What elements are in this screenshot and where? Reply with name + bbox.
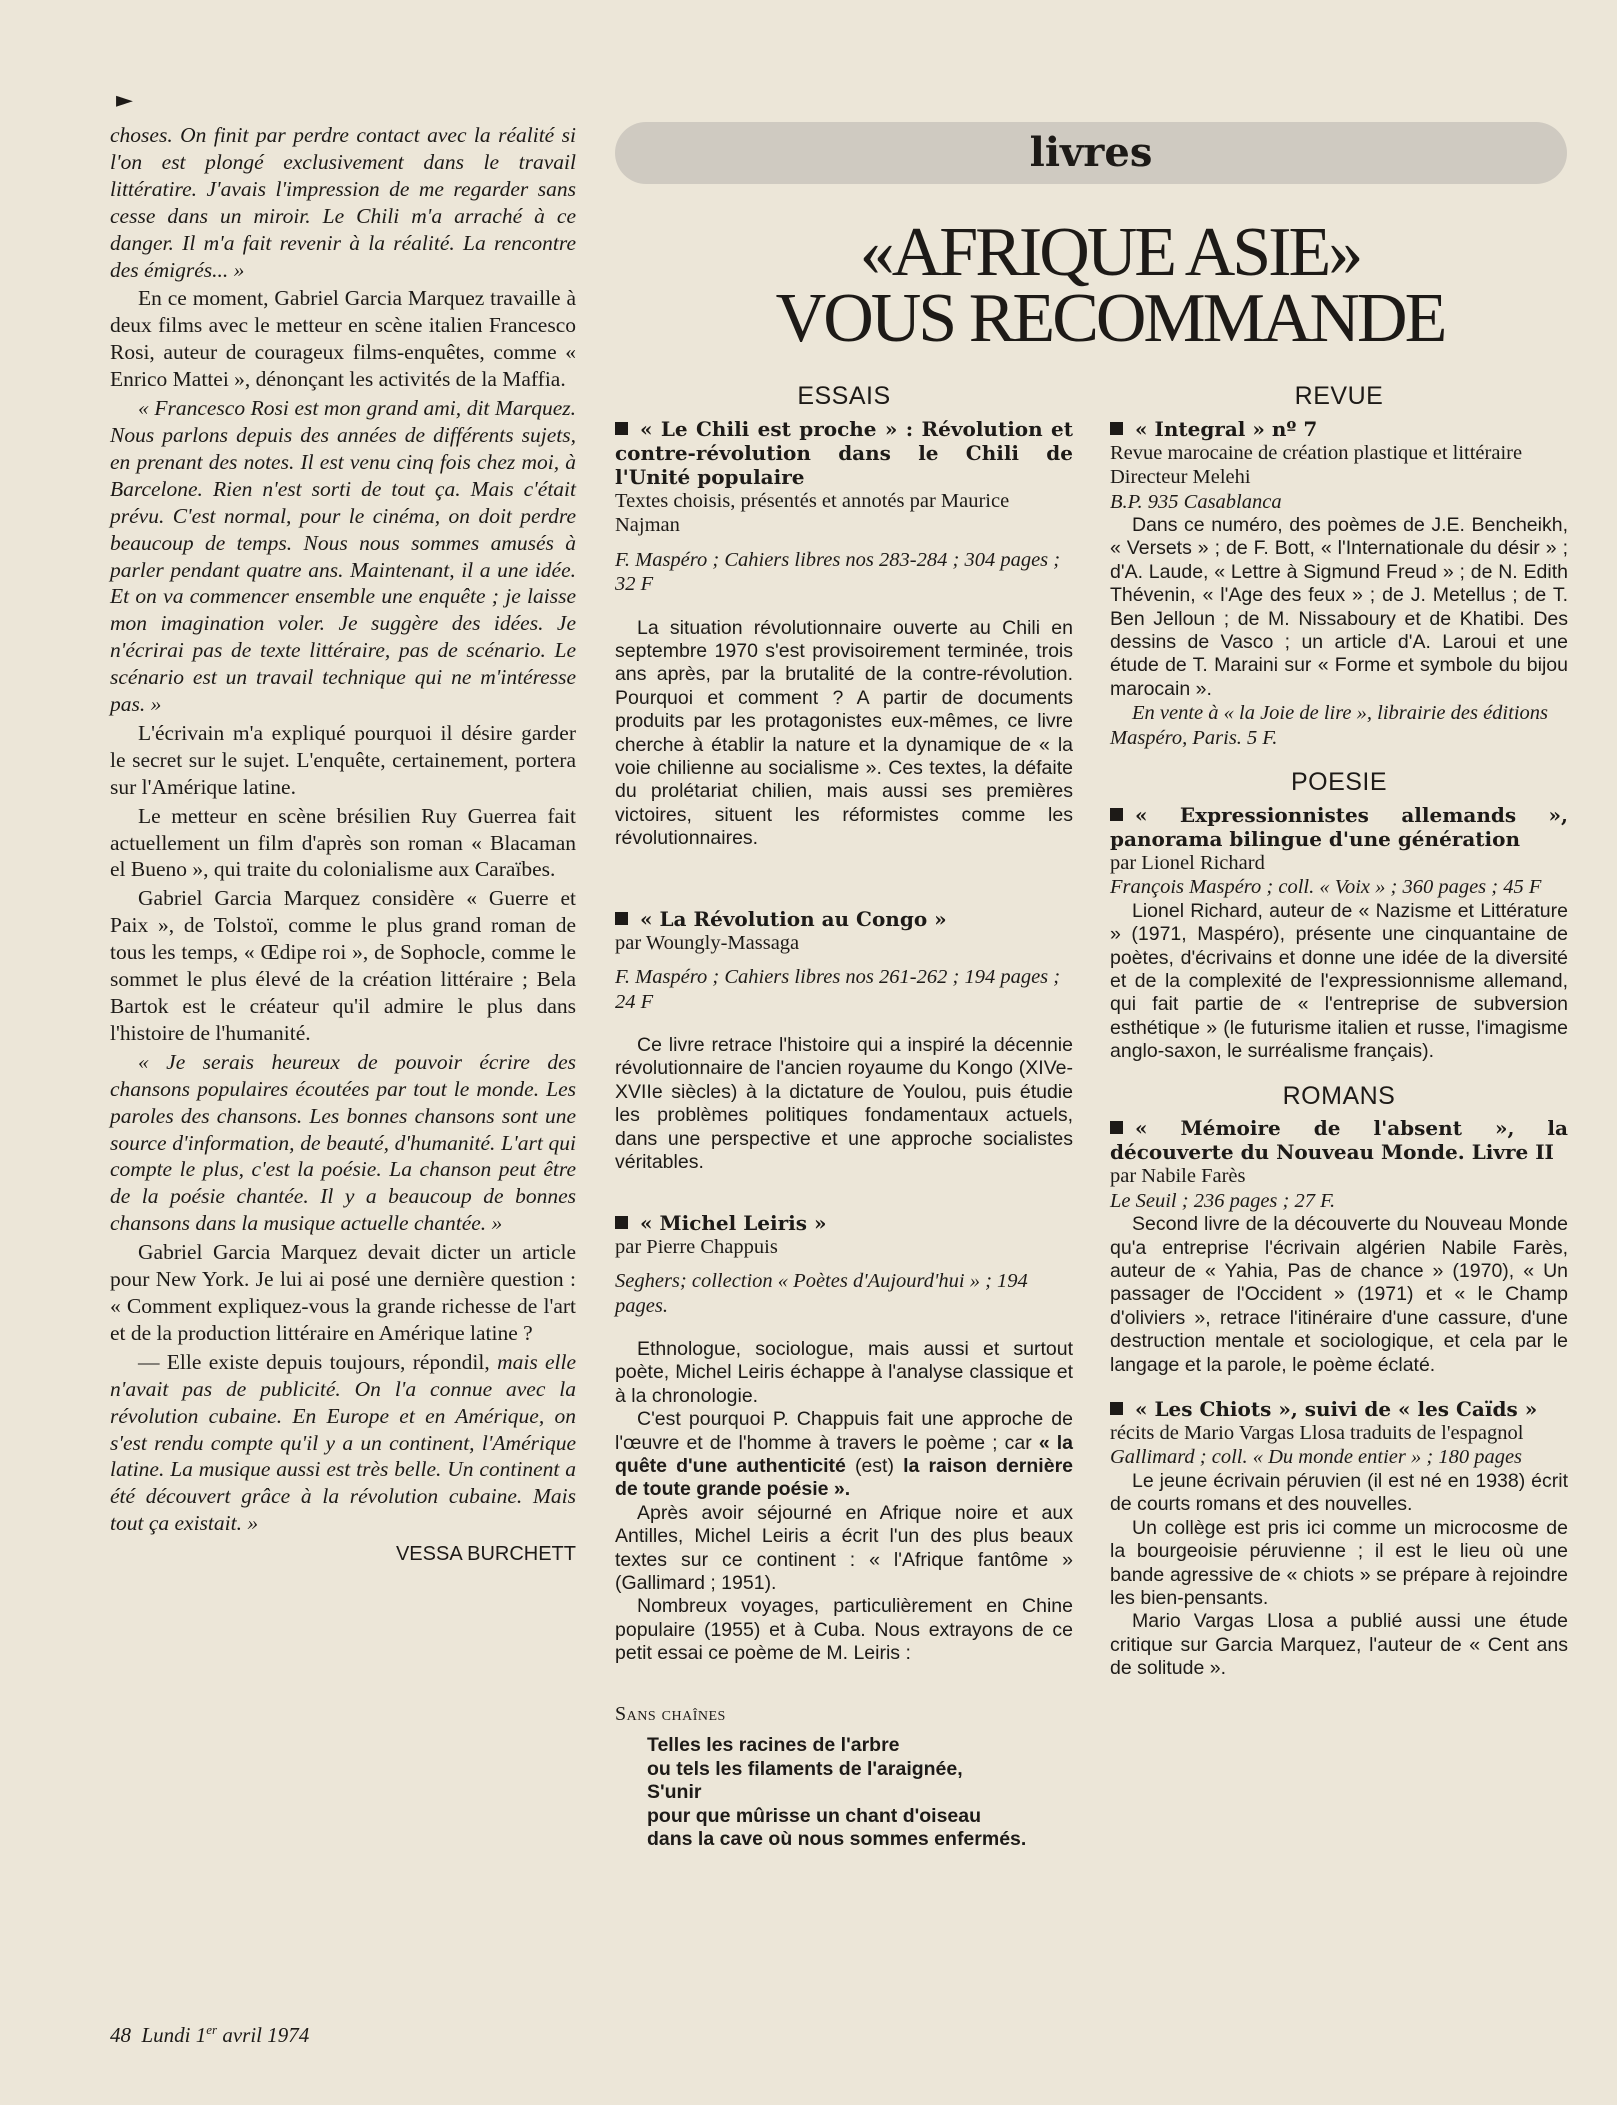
review-text: C'est pourquoi P. Chappuis fait une approche de l'œuvre et de l'homme à travers le poème ; car (615, 1408, 1073, 1454)
essais-column (615, 384, 1073, 1852)
book-byline: Revue marocaine de création plastique et littéraire (1110, 441, 1523, 464)
book-title-text: « Mémoire de l'absent », la découverte du Nouveau Monde. Livre II (1110, 1116, 1568, 1165)
section-heading-revue: REVUE (1294, 382, 1384, 410)
review-paragraph: Un collège est pris ici comme un microcosme de la bourgeoisie péruvienne ; il est le lieu où une bande agressive de « chiots » se prépare à rejoindre les bien-pensants. (1110, 1516, 1568, 1609)
book-title (615, 1211, 1073, 1235)
book-publisher: F. Maspéro ; Cahiers libres nos 261-262 ; 194 pages ; 24 F (615, 966, 1061, 1013)
book-publisher: F. Maspéro ; Cahiers libres nos 283-284 ; 304 pages ; 32 F (615, 548, 1061, 595)
review-paragraph: Ethnologue, sociologue, mais aussi et surtout poète, Michel Leiris échappe à l'analyse classique et à la chronologie. (615, 1338, 1073, 1407)
book-byline: Directeur Melehi (1110, 466, 1251, 488)
review-paragraph: Le jeune écrivain péruvien (il est né en 1938) écrit de courts romans et des nouvelles. (1110, 1469, 1568, 1516)
book-review (1110, 1213, 1568, 1377)
page-footer (110, 2022, 309, 2048)
book-publisher: B.P. 935 Casablanca (1110, 490, 1282, 513)
poem-line: pour que mûrisse un chant d'oiseau (647, 1804, 982, 1827)
book-byline: récits de Mario Vargas Llosa traduits de l'espagnol (1110, 1421, 1524, 1444)
book-review (615, 617, 1073, 851)
book-title (1110, 1116, 1568, 1164)
review-paragraph (615, 1408, 1073, 1502)
quote-bold: la raison dernière de toute grande poésie ». (615, 1455, 1074, 1501)
review-paragraph: Nombreux voyages, particulièrement en Chine populaire (1955) et à Cuba. Nous extrayons de ce petit essai ce poème de M. Leiris : (615, 1595, 1073, 1665)
poem (615, 1734, 1073, 1852)
book-byline: par Nabile Farès (1110, 1165, 1246, 1188)
section-heading-poesie: POESIE (1290, 768, 1388, 797)
paragraph: Gabriel Garcia Marquez devait dicter un article pour New York. Je lui ai posé une dernière question : « Comment expliquez-vous la grande richesse de l'art et de la production littéraire en Amérique latine ? (110, 1240, 576, 1345)
book-title-text: « Expressionnistes allemands », panorama bilingue d'une génération (1110, 802, 1568, 851)
book-review (615, 1338, 1073, 1666)
paragraph: choses. On finit par perdre contact avec la réalité si l'on est plongé exclusivement dans le travail littératire. J'avais l'impression de me regarder sans cesse dans un miroir. Le Chili m'a arraché à ce danger. Il m'a fait revenir à la réalité. La rencontre des émigrés... » (110, 123, 576, 282)
bullet-square-icon (615, 422, 628, 435)
book-publisher: Le Seuil ; 236 pages ; 27 F. (1110, 1189, 1336, 1212)
book-title-text: « Le Chili est proche » : Révolution et contre-révolution dans le Chili de l'Unité populaire (615, 416, 1073, 489)
book-byline: par Pierre Chappuis (615, 1235, 778, 1258)
paragraph: « Francesco Rosi est mon grand ami, dit Marquez. Nous parlons depuis des années de différents sujets, en prenant des notes. Il est venu cinq fois chez moi, à Barcelone. Rien n'est sorti de tout ça. Mais c'était prévu. C'est normal, pour le cinéma, on doit perdre beaucoup de temps. Nous nous sommes amusés à parler pendant quatre ans. Maintenant, il a une idée. Et on va commencer ensemble une enquête ; je laisse mon imagination voler. Je suggère des idées. Je n'écrirai pas de texte littéraire, pas de scénario. Le scénario est un travail technique qui ne m'intéresse pas. » (110, 396, 576, 717)
bullet-square-icon (615, 1216, 628, 1229)
book-publisher: François Maspéro ; coll. « Voix » ; 360 pages ; 45 F (1110, 876, 1542, 899)
section-banner: livres (615, 122, 1567, 184)
review-paragraph: Second livre de la découverte du Nouveau Monde qu'a entreprise l'écrivain algérien Nabile Farès, auteur de « Yahia, Pas de chance » (1970), « Un passager de l'Occident » (1971) et « le Champ d'oliviers », retrace l'itinéraire d'une cassure, d'une destruction mentale et sociologique, et cela par le langage et la parole, le poème éclaté. (1110, 1213, 1568, 1376)
section-heading-romans: ROMANS (1282, 1081, 1396, 1110)
footer-day: Lundi 1 (141, 2023, 207, 2047)
interview-column (110, 122, 576, 1568)
paragraph: « Je serais heureux de pouvoir écrire des chansons populaires écoutées par tout le monde. Les paroles des chansons. Les bonnes chansons sont une source d'information, de beauté, d'humanité. L'art qui compte le plus, c'est la poésie. La chanson peut être de la poésie chantée. Il y a beaucoup de bonnes chansons dans la musique actuelle chantée. » (110, 1049, 576, 1236)
section-heading-essais: ESSAIS (797, 382, 891, 410)
poem-line: S'unir (647, 1781, 702, 1804)
footer-date: avril 1974 (222, 2023, 310, 2047)
review-paragraph: La situation révolutionnaire ouverte au Chili en septembre 1970 s'est provisoirement terminée, trois ans après, par la brutalité de la contre-révolution. Pourquoi et comment ? A partir de documents produits par les protagonistes eux-mêmes, ce livre cherche à établir la nature et la dynamique de « la voie chilienne au socialisme ». Ces textes, la défaite du prolétariat chilien, mais aussi ses premières victoires, situent les réformistes comme les révolutionnaires. (615, 616, 1073, 850)
poem-line: dans la cave où nous sommes enfermés. (647, 1828, 1027, 1851)
bullet-square-icon (1110, 808, 1123, 821)
book-title (1110, 803, 1568, 851)
book-title (615, 907, 1073, 931)
book-byline: par Woungly-Massaga (615, 931, 800, 954)
paragraph: L'écrivain m'a expliqué pourquoi il désire garder le secret sur le sujet. L'enquête, certainement, portera sur l'Amérique latine. (110, 720, 576, 799)
paragraph: Gabriel Garcia Marquez considère « Guerre et Paix », de Tolstoï, comme le plus grand roman de tous les temps, « Œdipe roi », de Sophocle, comme le sommet le plus élevé de la création littéraire ; Bela Bartok est le créateur qu'il admire le plus dans l'histoire de l'humanité. (110, 886, 576, 1045)
author-signature: VESSA BURCHETT (395, 1543, 576, 1566)
review-paragraph: Ce livre retrace l'histoire qui a inspiré la décennie révolutionnaire de l'ancien royaume du Kongo (XIVe-XVIIe siècles) à la dictature de Youlou, puis étudie les problèmes politiques fondamentaux actuels, dans une perspective et une approche socialistes véritables. (615, 1034, 1073, 1174)
review-text: (est) (854, 1455, 894, 1478)
headline-line-2: VOUS RECOMMANDE (775, 280, 1445, 357)
review-paragraph: Après avoir séjourné en Afrique noire et aux Antilles, Michel Leiris a écrit l'un des plus beaux textes sur ce continent : « l'Afrique fantôme » (Gallimard ; 1951). (615, 1501, 1073, 1595)
book-review (615, 1034, 1073, 1174)
page-number: 48 (110, 2023, 131, 2047)
quote-bold: « la quête d'une authenticité (615, 1431, 1073, 1478)
book-title-text: « Integral » nº 7 (1135, 416, 1318, 441)
poem-line: ou tels les filaments de l'araignée, (647, 1757, 963, 1780)
book-title-text: « La Révolution au Congo » (640, 906, 947, 931)
page-headline (700, 214, 1520, 357)
bullet-square-icon (1110, 1121, 1123, 1134)
reply-lead: — Elle existe depuis toujours, répondil, (138, 1349, 490, 1374)
sale-info: En vente à « la Joie de lire », librairie des éditions Maspéro, Paris. 5 F. (1110, 702, 1548, 749)
review-paragraph: Mario Vargas Llosa a publié aussi une étude critique sur Garcia Marquez, l'auteur de « Cent ans de solitude ». (1110, 1610, 1568, 1680)
review-paragraph: Lionel Richard, auteur de « Nazisme et Littérature » (1971, Maspéro), présente une cinquantaine de poètes, d'écrivains et donne une idée de la diversité et de la complexité de l'expressionnisme allemand, qui fait partie de « l'entreprise de subversion esthétique » (le futurisme italien et russe, l'imagisme anglo-saxon, le surréalisme français). (1110, 899, 1568, 1063)
reply-rest: mais elle n'avait pas de publicité. On l'a connue avec la révolution cubaine. En Europe et en Amérique, on s'est rendu compte qu'il y a un continent, l'Amérique latine. La musique aussi est très belle. Un continent a été découvert grâce à la révolution cubaine. Mais tout ça existait. » (110, 1349, 577, 1536)
bullet-square-icon (615, 912, 628, 925)
book-byline: Textes choisis, présentés et annotés par Maurice Najman (615, 489, 1010, 536)
revue-column (1110, 384, 1568, 1681)
book-byline: par Lionel Richard (1110, 851, 1265, 874)
book-title (615, 417, 1073, 489)
book-review (1110, 1470, 1568, 1681)
bullet-square-icon (1110, 1402, 1123, 1415)
book-publisher: Gallimard ; coll. « Du monde entier » ; 180 pages (1110, 1446, 1523, 1469)
poem-title: Sans chaînes (615, 1702, 726, 1725)
paragraph: Le metteur en scène brésilien Ruy Guerrea fait actuellement un film d'après son roman « Blacaman el Bueno », qui traite du colonialisme aux Caraïbes. (110, 803, 576, 882)
book-review (1110, 514, 1568, 701)
book-title-text: « Les Chiots », suivi de « les Caïds » (1135, 1396, 1538, 1421)
paragraph (110, 1349, 576, 1537)
footer-sup: er (206, 2022, 218, 2037)
poem-line: Telles les racines de l'arbre (647, 1734, 900, 1757)
headline-line-1: «AFRIQUE ASIE» (859, 214, 1361, 291)
book-publisher: Seghers; collection « Poètes d'Aujourd'hui » ; 194 pages. (615, 1270, 1028, 1317)
review-paragraph: Dans ce numéro, des poèmes de J.E. Bencheikh, « Versets » ; de F. Bott, « l'Internationale du désir » ; d'A. Laude, « Lettre à Sigmund Freud » ; de N. Edith Thévenin, « l'Age des feux » ; de J. Metellus ; de T. Ben Jelloun ; de M. Nissaboury et de Khatibi. Des dessins de Vasco ; un article d'A. Laroui et une étude de T. Maraini sur « Forme et symbole du bijou marocain ». (1110, 514, 1568, 700)
book-title (1110, 417, 1568, 441)
book-title (1110, 1397, 1568, 1421)
paragraph: En ce moment, Gabriel Garcia Marquez travaille à deux films avec le metteur en scène italien Francesco Rosi, auteur de courageux films-enquêtes, comme « Enrico Mattei », dénonçant les activités de la Maffia. (110, 286, 576, 392)
bullet-square-icon (1110, 422, 1123, 435)
continuation-arrow-icon: ► (116, 88, 133, 113)
book-review (1110, 900, 1568, 1064)
book-title-text: « Michel Leiris » (640, 1210, 827, 1235)
